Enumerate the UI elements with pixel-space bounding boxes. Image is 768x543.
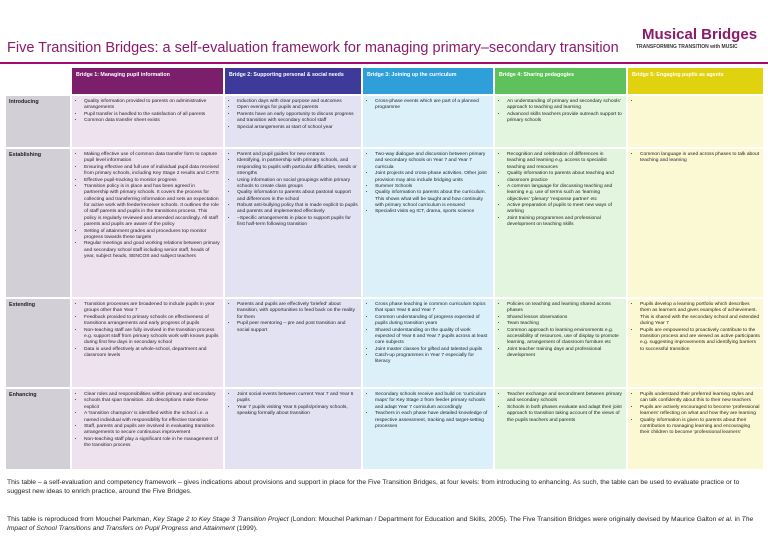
bullet-item: • A common language for discussing teaching and learning e.g. use of terms such as 'learning objectives' 'plenary' 'response partner' etc — [507, 184, 623, 203]
table-cell — [72, 389, 223, 469]
bullet-list — [631, 152, 760, 165]
bullet-list — [498, 152, 623, 229]
bullet-list — [631, 302, 760, 353]
source-title-1: Key Stage 2 to Key Stage 3 Transition Project — [153, 516, 289, 523]
bullet-item: • Joint social events between current Year 7 and Year 6 pupils — [237, 392, 358, 405]
bullet-item: • Parent and pupil guides for new entrants — [237, 152, 358, 158]
bullet-item: • Joint master classes for gifted and talented pupils — [375, 347, 490, 353]
bullet-item: • Pupil peer mentoring – pre and post transition and social support — [237, 321, 358, 334]
source-text-1: This table is reproduced from Mouchel Parkman, — [7, 516, 154, 523]
table-cell — [225, 389, 361, 469]
bullet-item: • Active preparation of pupils to meet new ways of working — [507, 203, 623, 216]
table-cell — [225, 96, 361, 147]
column-header-bridge-2: Bridge 2: Supporting personal & social needs — [225, 68, 361, 94]
bullet-item: • A 'transition champion' is identified within the school i.e. a named individual with responsibility for effective transition — [84, 411, 220, 424]
bullet-item: • Common language is used across phases to talk about teaching and learning — [640, 152, 760, 165]
bullet-item: • Advanced skills teachers provide outreach support to primary schools — [507, 112, 623, 125]
bullet-item: • Summer Schools — [375, 184, 490, 190]
source-note — [7, 515, 763, 533]
bullet-list — [75, 152, 220, 260]
table-cell — [495, 389, 626, 469]
bullet-item: • Pupil transfer is handled to the satisfaction of all parents — [84, 112, 220, 118]
table-cell — [363, 96, 493, 147]
transition-bridges-table — [6, 68, 763, 473]
bullet-item: • Schools in both phases evaluate and adapt their joint approach to transition taking account of the views of the pupils teachers and parents — [507, 405, 623, 424]
bullet-item: • Quality information provided to parents on administrative arrangements — [84, 99, 220, 112]
bullet-item: • –Specific arrangements in place to support pupils for first half-term following transition — [237, 216, 358, 229]
bullet-item: • Common understanding of progress expected of pupils during transition years — [375, 315, 490, 328]
bullet-item: • Parents have an early opportunity to discuss progress and transition with secondary school staff — [237, 112, 358, 125]
table-cell — [72, 96, 223, 147]
column-header-bridge-5: Bridge 5: Engaging pupils as agents — [628, 68, 763, 94]
bullet-item: • Common data transfer sheet exists — [84, 118, 220, 124]
bullet-item: • Catch-up programmes in Year 7 especially for literacy — [375, 353, 490, 366]
bullet-list — [75, 302, 220, 359]
bullet-item: • Teacher exchange and secondment between primary and secondary schools — [507, 392, 623, 405]
bullet-item: • Regular meetings and good working relations between primary and secondary school staff including senior staff, heads of year, subject heads, SENCOS and subject teachers — [84, 241, 220, 260]
bullet-list — [631, 99, 760, 105]
column-header-bridge-4: Bridge 4: Sharing pedagogies — [495, 68, 626, 94]
bullet-item: • Joint projects and cross-phase activities. Other joint provision may also include bridging units — [375, 171, 490, 184]
bullet-list — [498, 99, 623, 125]
table-cell — [72, 299, 223, 387]
bullet-list — [228, 152, 358, 229]
bullet-item: • Pupils are actively encouraged to become 'professional learners' reflecting on what and how they are learning — [640, 405, 760, 418]
table-caption: This table – a self-evaluation and competency framework – gives indications about provisions and support in place for the Five Transition Bridges, at four levels: from introducing to enhancing. As such, the table can be used to evaluate practice or to suggest new ideas to enrich practice, around the Five Bridges. — [7, 479, 740, 496]
bullet-item: • Data is used effectively at whole-school, department and classroom levels — [84, 347, 220, 360]
bullet-item: • Policies on teaching and learning shared across phases — [507, 302, 623, 315]
bullet-item — [640, 99, 760, 105]
table-cell — [72, 149, 223, 297]
bullet-list — [366, 302, 490, 366]
bullet-item: • Staff, parents and pupils are involved in evaluating transition arrangements to secure continuous improvement — [84, 424, 220, 437]
bullet-item: • Shared understanding on the quality of work expected of Year 6 and Year 7 pupils across at least core subjects — [375, 328, 490, 347]
bullet-list — [228, 99, 358, 131]
bullet-item: • Feedback provided to primary schools on effectiveness of transitions arrangements and early progress of pupils — [84, 315, 220, 328]
table-cell — [495, 299, 626, 387]
bullet-item: • Specialist visits eg ICT, drama, sports science — [375, 209, 490, 215]
bullet-item: • Two-way dialogue and discussion between primary and secondary schools on Year 7 and Year 7 curricula — [375, 152, 490, 171]
table-cell — [495, 149, 626, 297]
logo-name: Musical Bridges — [642, 26, 758, 43]
bullet-item: • Quality information to parents about the curriculum. This shows what will be taught and how continuity with primary school curriculum is ensured — [375, 190, 490, 209]
bullet-item: • Ensuring effective and full use of individual pupil data received from primary schools, including Key Stage 2 results and CATS — [84, 165, 220, 178]
column-header-bridge-1: Bridge 1: Managing pupil information — [72, 68, 223, 94]
bullet-item: • schools that span transition. Job descriptions make these explicit — [84, 398, 220, 411]
row-label-introducing: Introducing — [6, 96, 70, 147]
source-text-2: (London: Mouchel Parkman / Department for Education and Skills, 2005). The Five Transition Bridges were originally devised by Maurice Galton — [288, 516, 719, 523]
source-title-2: The Impact of School Transitions and Transfers on Pupil Progress and Attainment — [7, 516, 754, 533]
table-cell — [363, 389, 493, 469]
bullet-item: • Shared lesson observations — [507, 315, 623, 321]
bullet-item: • An understanding of primary and secondary schools' approach to teaching and learning — [507, 99, 623, 112]
table-cell — [628, 299, 763, 387]
bullet-item: • Year 7 pupils visiting Year 6 pupils/primary schools, speaking formally about transition — [237, 405, 358, 418]
bullet-item: • Identifying, in partnership with primary schools, and responding to pupils with particular difficulties, needs or strengths — [237, 158, 358, 177]
row-label-extending: Extending — [6, 299, 70, 387]
table-cell — [628, 149, 763, 297]
bullet-list — [228, 392, 358, 418]
bullet-item: • Induction days with clear purpose and outcomes — [237, 99, 358, 105]
bullet-item: • Setting of attainment grades and procedures top monitor progress towards these targets — [84, 229, 220, 242]
bullet-item: • Joint training programmes and professional development on teaching skills — [507, 216, 623, 229]
table-cell — [628, 389, 763, 469]
table-cell — [628, 96, 763, 147]
bullet-list — [498, 302, 623, 359]
table-cell — [225, 299, 361, 387]
bullet-list — [228, 302, 358, 334]
row-label-enhancing: Enhancing — [6, 389, 70, 469]
bullet-item: • Special arrangements at start of school year — [237, 125, 358, 131]
column-header-bridge-3: Bridge 3: Joining up the curriculum — [363, 68, 493, 94]
bullet-item: • Effective pupil-tracking to monitor progress — [84, 178, 220, 184]
logo-tagline: TRANSFORMING TRANSITION with MUSIC — [636, 44, 738, 50]
table-cell — [225, 149, 361, 297]
bullet-list — [366, 152, 490, 216]
source-etal: et al. — [718, 516, 733, 523]
bullet-item: • Making effective use of common data transfer form to capture pupil level information — [84, 152, 220, 165]
source-text-3: in — [732, 516, 742, 523]
bullet-item: • Quality information to parents about teaching and classroom practice — [507, 171, 623, 184]
bullet-item: • Secondary schools receive and build on 'curriculum maps' for Key Stage 2 from feeder primary schools and adapt Year 7 curriculum accordingly — [375, 392, 490, 411]
bullet-item: • Transition policy is in place and has been agreed in partnership with primary schools. It covers the process for collecting and transferring information and sets an expectation for active work with feeder/receiver schools. It outlines the role of staff parents and pupils in the transitions process. This policy is regularly reviewed and amended accordingly. All staff parents and pupils are aware of the policy — [84, 184, 220, 229]
bullet-item: • Transition processes are broadened to include pupils in year groups other than Year 7 — [84, 302, 220, 315]
bullet-item: • Clear roles and responsibilities within primary and secondary — [84, 392, 220, 398]
table-cell — [495, 96, 626, 147]
bullet-item: • Using information on social groupings within primary schools to create class groups — [237, 178, 358, 191]
table-corner — [6, 68, 70, 94]
source-text-4: (1999). — [234, 525, 258, 533]
bullet-list — [366, 99, 490, 112]
bullet-item: • Pupils develop a learning portfolio which describes them as learners and gives examples of achievement. This is shared with the secondary school and extended during Year 7 — [640, 302, 760, 328]
table-cell — [363, 149, 493, 297]
musical-bridges-logo — [636, 26, 764, 50]
page-header — [0, 0, 768, 62]
bullet-item: • Cross-phase events which are part of a planned programme — [375, 99, 490, 112]
table-cell — [363, 299, 493, 387]
bullet-item: • Quality information to parents about pastoral support and differences in the school — [237, 190, 358, 203]
bullet-item: • Recognition and celebration of differences in teaching and learning e.g. access to specialist teaching and resources — [507, 152, 623, 171]
bullet-list — [366, 392, 490, 430]
bullet-list — [498, 392, 623, 424]
bullet-item: • Non-teaching staff play a significant role in he management of the transition process — [84, 437, 220, 450]
bullet-item: • Teachers in each phase have detailed knowledge of respective assessment, tracking and target-setting processes — [375, 411, 490, 430]
bullet-item: • Robust anti-bullying policy that is made explicit to pupils and parents and implemented effectively — [237, 203, 358, 216]
bullet-item: • Open evenings for pupils and parents — [237, 105, 358, 111]
bullet-item: • Team teaching — [507, 321, 623, 327]
bullet-item: • Cross phase teaching ie common curriculum topics that span Year 6 and Year 7 — [375, 302, 490, 315]
row-label-establishing: Establishing — [6, 149, 70, 297]
header-rule — [0, 62, 768, 64]
bullet-list — [631, 392, 760, 437]
bullet-item: • Common approach to learning environments e.g. accessibility of resources, use of display to promote learning, arrangement of classroom furniture etc — [507, 328, 623, 347]
bullet-item: • Pupils understand their preferred learning styles and can talk confidently about this to their new teachers — [640, 392, 760, 405]
bullet-list — [75, 392, 220, 449]
bullet-item: • Pupils are empowered to proactively contribute to the transition process and are viewed as active participants e.g. suggesting improvements and identifying barriers to successful transition — [640, 328, 760, 354]
bullet-item: • Quality information is given to parents about their contribution to managing learning and encouraging their children to become 'professional learners' — [640, 418, 760, 437]
bullet-item: • Parents and pupils are effectively 'briefed' about transition, with opportunities to feed back on the reality for them — [237, 302, 358, 321]
bullet-item: • Non-teaching staff are fully involved in the transition process e.g. support staff from primary schools work with known pupils during first few days in secondary school — [84, 328, 220, 347]
page-title: Five Transition Bridges: a self-evaluation framework for managing primary–secondary transition — [7, 40, 619, 56]
bullet-item: • Joint teacher training days and professional development — [507, 347, 623, 360]
bullet-list — [75, 99, 220, 125]
